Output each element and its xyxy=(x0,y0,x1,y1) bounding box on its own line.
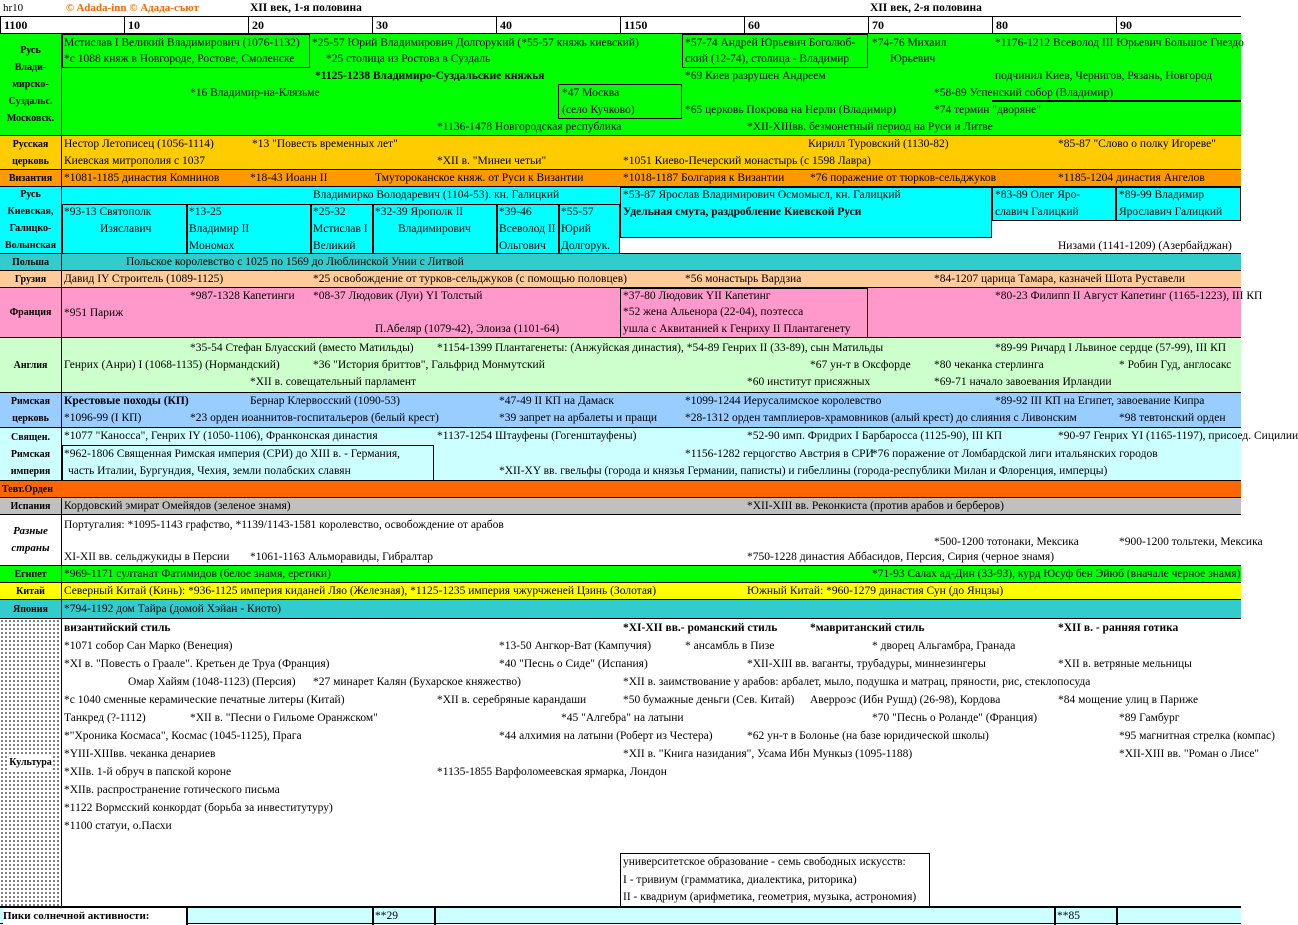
culture-paris-streets: *84 мощение улиц в Париже xyxy=(1058,694,1199,706)
culture-bologna: *62 ун-т в Болонье (на базе юридической школы) xyxy=(747,730,989,742)
culture-paper-money: *50 бумажные деньги (Сев. Китай) xyxy=(623,694,795,706)
row-japan xyxy=(0,600,1241,619)
row-england xyxy=(0,338,1241,393)
event-mikhail: *74-76 Михаил xyxy=(872,37,947,49)
culture-roland: *70 "Песнь о Роланде" (Франция) xyxy=(872,712,1038,724)
culture-san-marco: *1071 собор Сан Марко (Венеция) xyxy=(64,640,233,652)
event-vladimir-ii: Владимир II xyxy=(189,223,250,235)
event-mstislav: Мстислав I Великий Владимирович (1076-1132) xyxy=(64,37,300,49)
century-first-half: XII век, 1-я половина xyxy=(250,2,362,14)
event-abbasids: *750-1228 династия Аббасидов, Персия, Сирия (черное знамя) xyxy=(747,551,1055,563)
label-solar: Пики солнечной активности: xyxy=(3,908,186,924)
label-poland: Польша xyxy=(0,254,62,270)
style-romanesque: *XI-XII вв.- романский стиль xyxy=(623,622,778,634)
event-mstislav-cities: *с 1088 княж в Новгороде, Ростове, Смоленске xyxy=(64,53,295,65)
event-monomakh: Мономах xyxy=(189,240,235,252)
row-russian-church xyxy=(0,136,1241,170)
event-history-britons: *36 "История бриттов", Гальфрид Монмутский xyxy=(313,359,545,371)
tick-30: 30 xyxy=(372,16,388,34)
event-moscow: *47 Москва xyxy=(562,87,620,99)
university-box xyxy=(620,853,930,907)
culture-papal-crown: *XIIв. 1-й обруч в папской короне xyxy=(64,766,232,778)
culture-cid: *40 "Песнь о Сиде" (Испания) xyxy=(499,658,648,670)
row-spain xyxy=(0,498,1241,515)
culture-compass: *95 магнитная стрелка (компас) xyxy=(1119,730,1275,742)
tick-80: 80 xyxy=(992,16,1008,34)
culture-algebra: *45 "Алгебра" на латыни xyxy=(561,712,684,724)
style-byzantine: византийский стиль xyxy=(64,622,171,634)
culture-silver-pencils: *XII в. серебряные карандаши xyxy=(437,694,587,706)
event-uspensky: *58-89 Успенский собор (Владимир) xyxy=(934,87,1114,99)
tick-10: 10 xyxy=(124,16,140,34)
event-barbarossa: *52-90 имп. Фридрих I Барбаросса (1125-90), III КП xyxy=(747,430,1003,442)
event-first-crusade: *1096-99 (I КП) xyxy=(64,412,142,424)
culture-kalyan: *27 минарет Калян (Бухарское княжество) xyxy=(313,676,521,688)
event-vladimir-klyazma: *16 Владимир-на-Клязьме xyxy=(190,87,320,99)
event-mstislav-great: Великий xyxy=(313,240,356,252)
row-rus-kiev xyxy=(0,187,1241,254)
label-various: Разные страны xyxy=(0,515,62,565)
event-vsevolod-ii: Всеволод II xyxy=(499,223,556,235)
event-parliament: *XII в. совещательный парламент xyxy=(250,376,417,388)
culture-renard: *XII-XIII вв. "Роман о Лисе" xyxy=(1119,748,1260,760)
event-kiev-destroyed: *69 Киев разрушен Андреем xyxy=(685,70,826,82)
row-teutonic xyxy=(0,481,1241,498)
label-rus-kiev: Русь Киевская, Галицко- Волынская xyxy=(0,187,62,253)
event-vsevolod: *1176-1212 Всеволод III Юрьевич Большое Гнездо xyxy=(995,37,1244,49)
event-louis-vii: *37-80 Людовик YII Капетинг xyxy=(623,290,771,302)
label-rus-vladimir: Русь Влади- мирско- Суздальс. Московск. xyxy=(0,34,62,135)
tick-90: 90 xyxy=(1116,16,1132,34)
event-ioann: *18-43 Иоанн II xyxy=(250,172,328,184)
event-oxford: *67 ун-т в Оксфорде xyxy=(810,359,911,371)
event-svyatopolk: *93-13 Святополк xyxy=(64,206,152,218)
event-hre-lands: часть Италии, Бургундия, Чехия, земли полабских славян xyxy=(68,465,351,477)
culture-worms: *1122 Вормсский конкордат (борьба за инвеститутуру) xyxy=(64,802,333,814)
event-yaropolk: *32-39 Ярополк II xyxy=(375,206,464,218)
event-vladimir-galich: Ярославич Галицкий xyxy=(1119,206,1223,218)
row-various xyxy=(0,515,1263,566)
sheet-name: hr10 xyxy=(3,2,24,14)
event-jury: *60 институт присяжных xyxy=(747,376,871,388)
event-tamar: *84-1207 царица Тамара, казначей Шота Руставели xyxy=(934,273,1186,285)
row-solar-activity xyxy=(0,907,1241,924)
event-kuchkovo: (село Кучково) xyxy=(562,104,635,116)
event-udel-smuta: Удельная смута, раздробление Киевской Руси xyxy=(623,206,862,218)
event-nizami: Низами (1141-1209) (Азербайджан) xyxy=(1058,240,1232,252)
event-monomakh-years: *13-25 xyxy=(189,206,222,218)
event-henry-i: Генрих (Анри) I (1068-1135) (Нормандский) xyxy=(64,359,280,371)
row-egypt xyxy=(0,566,1241,583)
event-angelos: *1185-1204 династия Ангелов xyxy=(1058,172,1205,184)
solar-peak-29: **29 xyxy=(375,910,398,922)
event-taira: *794-1192 дом Тайра (домой Хэйан - Киото) xyxy=(64,603,281,615)
event-izyaslavich: Изяславич xyxy=(100,223,152,235)
culture-gothic-script: *XIIв. распространение готического письма xyxy=(64,784,280,796)
event-staufen: *1137-1254 Штауфены (Гогенштауфены) xyxy=(437,430,637,442)
label-france: Франция xyxy=(0,288,62,337)
event-toltecs: *900-1200 тольтеки, Мексика xyxy=(1119,536,1263,548)
event-yaropolk-name: Владимирович xyxy=(398,223,471,235)
event-philip-ii: *80-23 Филипп II Август Капетинг (1165-1223), III КП xyxy=(995,290,1263,302)
solar-peak-85: **85 xyxy=(1057,910,1080,922)
event-metropolis: Киевская митрополия с 1037 xyxy=(64,155,205,167)
event-yaroslav-osmomysl: *53-87 Ярослав Владимирович Осмомысл, кн. Галицкий xyxy=(623,189,901,201)
event-seljuk-defeat: *76 поражение от тюрков-сельджуков xyxy=(810,172,997,184)
event-oleg: *83-89 Олег Яро- xyxy=(995,189,1081,201)
event-teutonic: *98 тевтонский орден xyxy=(1119,412,1226,424)
event-vsevolod-subjugated: подчинил Киев, Чернигов, Рязань, Новгород xyxy=(995,70,1213,82)
event-saladin: *71-93 Салах ад-Дин (33-93), курд Юсуф бен Эйюб (вначале черное знамя) xyxy=(872,568,1241,580)
row-france xyxy=(0,288,1263,338)
culture-easter-island: *1100 статуи, о.Пасхи xyxy=(64,820,172,832)
culture-alhambra: * дворец Альгамбра, Гранада xyxy=(872,640,1016,652)
event-louis-vi: *08-37 Людовик (Луи) YI Толстый xyxy=(313,290,483,302)
event-capetians: *987-1328 Капетинги xyxy=(190,290,295,302)
event-plantagenets: *1154-1399 Плантагенеты: (Анжуйская династия), *54-89 Генрих II (33-89), сын Матильды xyxy=(437,342,884,354)
event-dolgoruk: Долгорук. xyxy=(561,240,611,252)
culture-usama: *XII в. "Книга назидания", Усама Ибн Мункыз (1095-1188) xyxy=(623,748,913,760)
event-dvoryane: *74 термин "дворяне" xyxy=(934,104,1041,116)
timeline-header xyxy=(0,0,1241,34)
event-vladimir-yaroslavich: *89-99 Владимир xyxy=(1119,189,1205,201)
university-quadrivium: II - квадриум (арифметика, геометрия, музыка, астрономия) xyxy=(623,891,917,903)
event-mikhail-name: Юрьевич xyxy=(890,53,936,65)
event-lombard: *76 поражение от Ломбардской лиги итальянских городов xyxy=(872,448,1158,460)
label-hre: Священ. Римская империя xyxy=(0,428,62,480)
label-spain: Испания xyxy=(0,498,62,514)
event-sterling: *80 чеканка стерлинга xyxy=(934,359,1044,371)
row-georgia xyxy=(0,271,1241,288)
event-povest: *13 "Повесть временных лет" xyxy=(252,138,398,150)
culture-denarii: *YIII-XIIIвв. чеканка денариев xyxy=(64,748,216,760)
event-slovo: *85-87 "Слово о полку Игореве" xyxy=(1058,138,1216,150)
culture-guillaume: *XII в. "Песни о Гильоме Оранжском" xyxy=(190,712,378,724)
culture-tancred: Танкред (?-1112) xyxy=(64,712,146,724)
label-japan: Япония xyxy=(0,600,62,618)
event-richard: *89-99 Ричард I Львиное сердце (57-99), III КП xyxy=(995,342,1227,354)
event-totonacs: *500-1200 тотонаки, Мексика xyxy=(934,536,1079,548)
copyright: © Adada-inn © Адада-съют xyxy=(66,2,199,14)
event-south-china: Южный Китай: *960-1279 династия Сун (до Янцзы) xyxy=(747,585,1004,597)
culture-angkor: *13-50 Ангкор-Ват (Кампучия) xyxy=(499,640,652,652)
event-pechersk: *1051 Киево-Печерский монастырь (с 1598 Лавра) xyxy=(623,155,871,167)
culture-pisa: * ансамбль в Пизе xyxy=(685,640,775,652)
event-aquitaine: ушла с Аквитанией к Генриху II Плантагенету xyxy=(623,323,851,335)
culture-windmills: *XII в. ветряные мельницы xyxy=(1058,658,1192,670)
event-yuri-name: Юрий xyxy=(561,223,591,235)
event-paris: *951 Париж xyxy=(64,307,124,319)
event-moneyless: *XII-XIIIвв. безмонетный период на Руси и Литве xyxy=(747,121,993,133)
label-culture: Культура xyxy=(0,619,62,906)
event-hre-founded: *962-1806 Священная Римская империя (СРИ) до XIII в. - Германия, xyxy=(64,448,401,460)
event-vsevolod-years: *39-46 xyxy=(499,206,532,218)
row-culture xyxy=(0,619,1275,907)
event-second-crusade: *47-49 II КП на Дамаск xyxy=(499,395,614,407)
tick-60: 60 xyxy=(744,16,760,34)
style-gothic: *XII в. - ранняя готика xyxy=(1058,622,1179,634)
event-oleg-galich: славич Галицкий xyxy=(995,206,1079,218)
event-andrei: *57-74 Андрей Юрьевич Боголюб- xyxy=(685,37,856,49)
event-alienor: *52 жена Альенора (22-04), поэтесса xyxy=(623,306,804,318)
event-tmutarakan: Тмутороканское княж. от Руси к Византии xyxy=(375,172,584,184)
event-seljuks-persia: XI-XII вв. сельджукиды в Персии xyxy=(64,551,230,563)
tick-20: 20 xyxy=(248,16,264,34)
event-crusades: Крестовые походы (КП) xyxy=(64,395,189,407)
event-komnenos: *1081-1185 династия Комнинов xyxy=(64,172,220,184)
event-ireland: *69-71 начало завоевания Ирландии xyxy=(934,376,1112,388)
row-byzantium xyxy=(0,170,1241,187)
label-teutonic: Тевт.Орден xyxy=(2,483,54,495)
tick-40: 40 xyxy=(496,16,512,34)
culture-hamburg: *89 Гамбург xyxy=(1119,712,1180,724)
culture-arab-borrowings: *XII в. заимствование у арабов: арбалет, мыло, подушка и матрац, пряности, рис, стеклопосуда xyxy=(623,676,1091,688)
row-poland xyxy=(0,254,1241,271)
event-polish-kingdom: Польское королевство с 1025 по 1569 до Люблинской Унии с Литвой xyxy=(126,256,464,268)
event-crossbow-ban: *39 запрет на арбалеты и пращи xyxy=(499,412,658,424)
event-guelphs: *XII-XY вв. гвельфы (города и князья Германии, паписты) и гибеллины (города-республики Милан и Флоренция, имперцы) xyxy=(499,465,1108,477)
event-kirill: Кирилл Туровский (1130-82) xyxy=(808,138,949,150)
event-stephen: *35-54 Стефан Блуасский (вместо Матильды) xyxy=(190,342,414,354)
event-pokrov-nerl: *65 церковь Покрова на Нерли (Владимир) xyxy=(685,104,897,116)
event-vladimir-suzdal: *1125-1238 Владимиро-Суздальские княжья xyxy=(315,70,545,82)
event-mstislav-i: Мстислав I xyxy=(313,223,368,235)
event-yuri: *25-57 Юрий Владимирович Долгорукий (*55-57 княжь киевский) xyxy=(312,37,639,49)
label-england: Англия xyxy=(0,338,62,392)
label-georgia: Грузия xyxy=(0,271,62,287)
tick-1100: 1100 xyxy=(0,16,27,34)
row-hre xyxy=(0,428,1298,481)
event-canossa: *1077 "Каносса", Генрих IY (1050-1106), Франконская династия xyxy=(64,430,378,442)
event-bulgaria: *1018-1187 Болгария к Византии xyxy=(623,172,785,184)
event-abelard: П.Абеляр (1079-42), Элоиза (1101-64) xyxy=(375,323,560,335)
row-china xyxy=(0,583,1241,600)
label-china: Китай xyxy=(0,583,62,599)
event-north-china: Северный Китай (Кинь): *936-1125 империя киданей Ляо (Железная), *1125-1235 империя чжурчженей Цзинь (Золотая) xyxy=(64,585,657,597)
event-yuri-years: *55-57 xyxy=(561,206,594,218)
event-robin-hood: * Робин Гуд, англосакс xyxy=(1119,359,1232,371)
event-mstislav-years: *25-32 xyxy=(313,206,346,218)
row-roman-church xyxy=(0,393,1241,428)
culture-troubadours: *XII-XIII вв. ваганты, трубадуры, миннезингеры xyxy=(747,658,986,670)
label-byzantium: Византия xyxy=(0,170,62,186)
event-henry-vi: *90-97 Генрих YI (1165-1197), присоед. Сицилии xyxy=(1058,430,1298,442)
row-rus-vladimir xyxy=(0,34,1244,136)
label-egypt: Египет xyxy=(0,566,62,582)
event-liberation: *25 освобождение от турков-сельджуков (с помощью половцев) xyxy=(313,273,627,285)
event-minei: *XII в. "Минеи четьи" xyxy=(437,155,547,167)
university-title: университетское образование - семь свободных искусств: xyxy=(623,856,906,868)
event-olgovich: Ольгович xyxy=(499,240,546,252)
tick-1150: 1150 xyxy=(620,16,647,34)
tick-70: 70 xyxy=(868,16,884,34)
event-reconquista: *XII-XIII вв. Реконкиста (против арабов и берберов) xyxy=(747,500,1004,512)
event-almoravids: *1061-1163 Альморавиды, Гибралтар xyxy=(250,551,434,563)
culture-grail: *XI в. "Повесть о Граале". Кретьен де Труа (Франция) xyxy=(64,658,330,670)
event-portugal: Португалия: *1095-1143 графство, *1139/1143-1581 королевство, освобождение от арабов xyxy=(64,519,504,531)
culture-khayyam: Омар Хайям (1048-1123) (Персия) xyxy=(128,676,296,688)
culture-averroes: Аверроэс (Ибн Рушд) (26-98), Кордова xyxy=(810,694,1001,706)
event-andrei-capital: ский (12-74), столица - Владимир xyxy=(685,53,850,65)
event-templars: *28-1312 орден тамплиеров-храмовников (алый крест) до слияния с Ливонским xyxy=(685,412,1077,424)
event-jerusalem: *1099-1244 Иерусалимское королевство xyxy=(685,395,882,407)
label-russian-church: Русская церковь xyxy=(0,136,62,169)
event-suzdal-capital: *25 столица из Ростова в Суздаль xyxy=(326,53,491,65)
event-nestor: Нестор Летописец (1056-1114) xyxy=(64,138,214,150)
event-novgorod-republic: *1136-1478 Новгородская республика xyxy=(437,121,622,133)
event-fatimids: *969-1171 султанат Фатимидов (белое знамя, еретики) xyxy=(64,568,331,580)
university-trivium: I - тривиум (грамматика, диалектика, риторика) xyxy=(623,874,857,886)
event-hospitallers: *23 орден иоаннитов-госпитальеров (белый крест) xyxy=(190,412,439,424)
event-david: Давид IY Строитель (1089-1125) xyxy=(64,273,224,285)
event-cordoba: Кордовский эмират Омейядов (зеленое знамя) xyxy=(64,500,291,512)
event-bernard: Бернар Клервосский (1090-53) xyxy=(250,395,400,407)
event-third-crusade: *89-92 III КП на Египет, завоевание Кипра xyxy=(995,395,1205,407)
culture-bartholomew-fair: *1135-1855 Варфоломеевская ярмарка, Лондон xyxy=(437,766,667,778)
event-vladimirko: Владимирко Володаревич (1104-53). кн. Галицкий xyxy=(313,189,560,201)
label-roman-church: Римская церковь xyxy=(0,393,62,427)
culture-movable-type: *с 1040 сменные керамические печатные литеры (Китай) xyxy=(64,694,345,706)
event-austria: *1156-1282 герцогство Австрия в СРИ xyxy=(685,448,874,460)
style-moorish: *мавританский стиль xyxy=(810,622,925,634)
century-second-half: XII век, 2-я половина xyxy=(870,2,982,14)
culture-cosmas: *"Хроника Космаса", Космас (1045-1125), Прага xyxy=(64,730,302,742)
event-vardzia: *56 монастырь Вардзиа xyxy=(685,273,802,285)
culture-alchemy: *44 алхимия на латыни (Роберт из Честера) xyxy=(499,730,713,742)
